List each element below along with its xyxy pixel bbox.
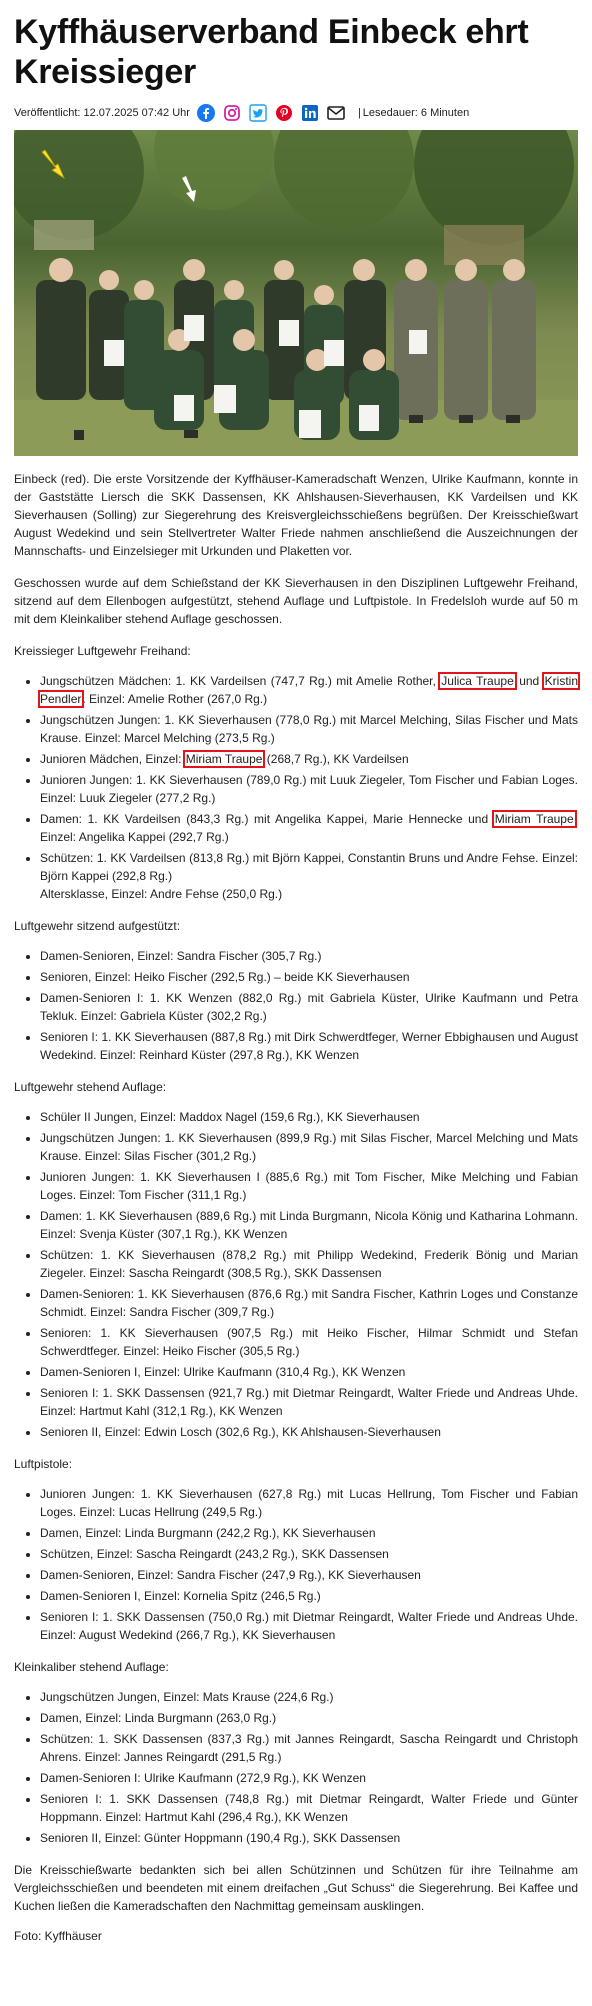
venue-paragraph: Geschossen wurde auf dem Schießstand der KK Sieverhausen in den Disziplinen Luftgewehr Freihand, sitzend auf dem Ellenbogen aufgestützt, stehend Auflage und Luftpistole. In Fredelsloh wurde auf 50 m mit dem Kleinkaliber stehend Auflage geschossen. [14,576,578,626]
section-title-luftgewehr-stehend: Luftgewehr stehend Auflage: [14,1080,167,1094]
list-item: • Schützen: 1. KK Sieverhausen (878,2 Rg.) mit Philipp Wedekind, Frederik Bönig und Marian Ziegeler. Einzel: Sascha Reingardt (308,5 Rg.), SKK Dassensen [40,1246,578,1282]
instagram-icon[interactable] [222,103,242,123]
reading-time: Lesedauer: 6 Minuten [362,107,470,119]
list-item: • Damen-Senioren, Einzel: Sandra Fischer (305,7 Rg.) [40,947,578,965]
list-item: • Senioren I: 1. SKK Dassensen (750,0 Rg.) mit Dietmar Reingardt, Walter Friede und Andreas Uhde. Einzel: August Wedekind (266,7 Rg.), KK Sieverhausen [40,1608,578,1644]
highlighted-name: Miriam Traupe [185,752,263,766]
list-item: • Damen-Senioren, Einzel: Sandra Fischer (247,9 Rg.), KK Sieverhausen [40,1566,578,1584]
list-item: • Schützen: 1. SKK Dassensen (837,3 Rg.) mit Jannes Reingardt, Sascha Reingardt und Christoph Ahrens. Einzel: Jannes Reingardt (291,5 Rg.) [40,1730,578,1766]
section-title-luftpistole: Luftpistole: [14,1457,73,1471]
email-icon[interactable] [326,103,346,123]
results-list-luftgewehr-freihand [14,672,578,903]
list-item: • Jungschützen Jungen: 1. KK Sieverhausen (899,9 Rg.) mit Silas Fischer, Marcel Melching und Mats Krause. Einzel: Silas Fischer (301,2 Rg.) [40,1129,578,1165]
list-item: • Jungschützen Jungen, Einzel: Mats Krause (224,6 Rg.) [40,1688,578,1706]
list-item: • Damen, Einzel: Linda Burgmann (263,0 Rg.) [40,1709,578,1727]
list-item: • Senioren II, Einzel: Edwin Losch (302,6 Rg.), KK Ahlshausen-Sieverhausen [40,1423,578,1441]
list-item: • Jungschützen Jungen: 1. KK Sieverhausen (778,0 Rg.) mit Marcel Melching, Silas Fischer und Mats Krause. Einzel: Marcel Melching (273,5 Rg.) [40,711,578,747]
list-item: • Damen-Senioren I, Einzel: Kornelia Spitz (246,5 Rg.) [40,1587,578,1605]
results-list-luftpistole [14,1485,578,1644]
list-item: • Damen: 1. KK Sieverhausen (889,6 Rg.) mit Linda Burgmann, Nicola König und Katharina Lohmann. Einzel: Svenja Küster (307,1 Rg.), KK Wenzen [40,1207,578,1243]
linkedin-icon[interactable] [300,103,320,123]
list-item: • Senioren: 1. KK Sieverhausen (907,5 Rg.) mit Heiko Fischer, Hilmar Schmidt und Stefan Schwerdtfeger. Einzel: Heiko Fischer (305,5 Rg.) [40,1324,578,1360]
list-item: • Damen-Senioren I: 1. KK Wenzen (882,0 Rg.) mit Gabriela Küster, Ulrike Kaufmann und Petra Tekluk. Einzel: Gabriela Küster (302,2 Rg.) [40,989,578,1025]
list-item: • Schützen, Einzel: Sascha Reingardt (243,2 Rg.), SKK Dassensen [40,1545,578,1563]
section-title-luftgewehr-sitzend: Luftgewehr sitzend aufgestützt: [14,919,181,933]
highlighted-name: Kristin Pendler [40,674,578,706]
list-item: • Senioren I: 1. KK Sieverhausen (887,8 Rg.) mit Dirk Schwerdtfeger, Werner Ebbighausen und August Wedekind. Einzel: Reinhard Küster (297,8 Rg.), KK Wenzen [40,1028,578,1064]
list-item: • Junioren Jungen: 1. KK Sieverhausen (627,8 Rg.) mit Lucas Hellrung, Tom Fischer und Fabian Loges. Einzel: Lucas Hellrung (249,5 Rg.) [40,1485,578,1521]
published-date: Veröffentlicht: 12.07.2025 07:42 Uhr [14,107,190,119]
photo-credit: Foto: Kyffhäuser [14,1929,102,1943]
twitter-icon[interactable] [248,103,268,123]
closing-paragraph: Die Kreisschießwarte bedankten sich bei allen Schützinnen und Schützen für ihre Teilnahme am Vergleichsschießen und beendeten mit einem dreifachen „Gut Schuss“ die Siegerehrung. Bei Kaffee und Kuchen ließen die Kameradschaften den Nachmittag gemeinsam ausklingen. [14,1863,578,1913]
list-item: • Damen-Senioren I: Ulrike Kaufmann (272,9 Rg.), KK Wenzen [40,1769,578,1787]
results-list-kleinkaliber [14,1688,578,1847]
facebook-icon[interactable] [196,103,216,123]
list-item: • Junioren Mädchen, Einzel: Miriam Traupe (268,7 Rg.), KK Vardeilsen [40,750,578,768]
section-title-luftgewehr-freihand: Kreissieger Luftgewehr Freihand: [14,644,191,658]
list-item: • Senioren I: 1. SKK Dassensen (921,7 Rg.) mit Dietmar Reingardt, Walter Friede und Andreas Uhde. Einzel: Hartmut Kahl (312,1 Rg.), KK Wenzen [40,1384,578,1420]
list-item: • Schützen: 1. KK Vardeilsen (813,8 Rg.) mit Björn Kappei, Constantin Bruns und Andre Fehse. Einzel: Björn Kappei (292,8 Rg.) Altersklasse, Einzel: Andre Fehse (250,0 Rg.) [40,849,578,903]
group-photo [14,130,578,456]
intro-paragraph: Einbeck (red). Die erste Vorsitzende der Kyffhäuser-Kameradschaft Wenzen, Ulrike Kaufmann, konnte in der Gaststätte Liersch die SKK Dassensen, KK Ahlshausen-Sieverhausen, KK Vardeilsen und KK Sieverhausen (Solling) zur Siegerehrung des Kreisvergleichsschießens begrüßen. Der Kreisschießwart August Wedekind und sein Stellvertreter Walter Friede nahmen anschließend die Auszeichnungen der Mannschafts- und Einzelsieger mit Urkunden und Plaketten vor. [14,472,578,558]
results-list-luftgewehr-stehend [14,1108,578,1441]
list-item: • Senioren II, Einzel: Günter Hoppmann (190,4 Rg.), SKK Dassensen [40,1829,578,1847]
list-item: • Damen-Senioren I, Einzel: Ulrike Kaufmann (310,4 Rg.), KK Wenzen [40,1363,578,1381]
article-title: Kyffhäuserverband Einbeck ehrt Kreissieger [14,13,529,91]
highlighted-name: Julica Traupe [441,674,514,688]
list-item: • Senioren, Einzel: Heiko Fischer (292,5 Rg.) – beide KK Sieverhausen [40,968,578,986]
section-title-kleinkaliber: Kleinkaliber stehend Auflage: [14,1660,169,1674]
meta-separator: | [357,107,361,119]
list-item: • Junioren Jungen: 1. KK Sieverhausen I (885,6 Rg.) mit Tom Fischer, Mike Melching und Fabian Loges. Einzel: Tom Fischer (311,1 Rg.) [40,1168,578,1204]
list-item: • Damen, Einzel: Linda Burgmann (242,2 Rg.), KK Sieverhausen [40,1524,578,1542]
list-item: • Junioren Jungen: 1. KK Sieverhausen (789,0 Rg.) mit Luuk Ziegeler, Tom Fischer und Fabian Loges. Einzel: Luuk Ziegeler (277,2 Rg.) [40,771,578,807]
highlighted-name: Miriam Traupe [494,812,574,826]
list-item: • Damen-Senioren: 1. KK Sieverhausen (876,6 Rg.) mit Sandra Fischer, Kathrin Loges und Constanze Schmidt. Einzel: Sandra Fischer (309,7 Rg.) [40,1285,578,1321]
list-item: • Schüler II Jungen, Einzel: Maddox Nagel (159,6 Rg.), KK Sieverhausen [40,1108,578,1126]
results-list-luftgewehr-sitzend [14,947,578,1064]
share-bar [196,103,352,123]
list-item: • Senioren I: 1. SKK Dassensen (748,8 Rg.) mit Dietmar Reingardt, Walter Friede und Günter Hoppmann. Einzel: Hartmut Kahl (296,4 Rg.), KK Wenzen [40,1790,578,1826]
pinterest-icon[interactable] [274,103,294,123]
list-item: • Damen: 1. KK Vardeilsen (843,3 Rg.) mit Angelika Kappei, Marie Hennecke und Miriam Traupe. Einzel: Angelika Kappei (292,7 Rg.) [40,810,578,846]
article-meta [14,102,578,124]
list-item: • Jungschützen Mädchen: 1. KK Vardeilsen (747,7 Rg.) mit Amelie Rother, Julica Traupe und Kristin Pendler. Einzel: Amelie Rother (267,0 Rg.) [40,672,578,708]
